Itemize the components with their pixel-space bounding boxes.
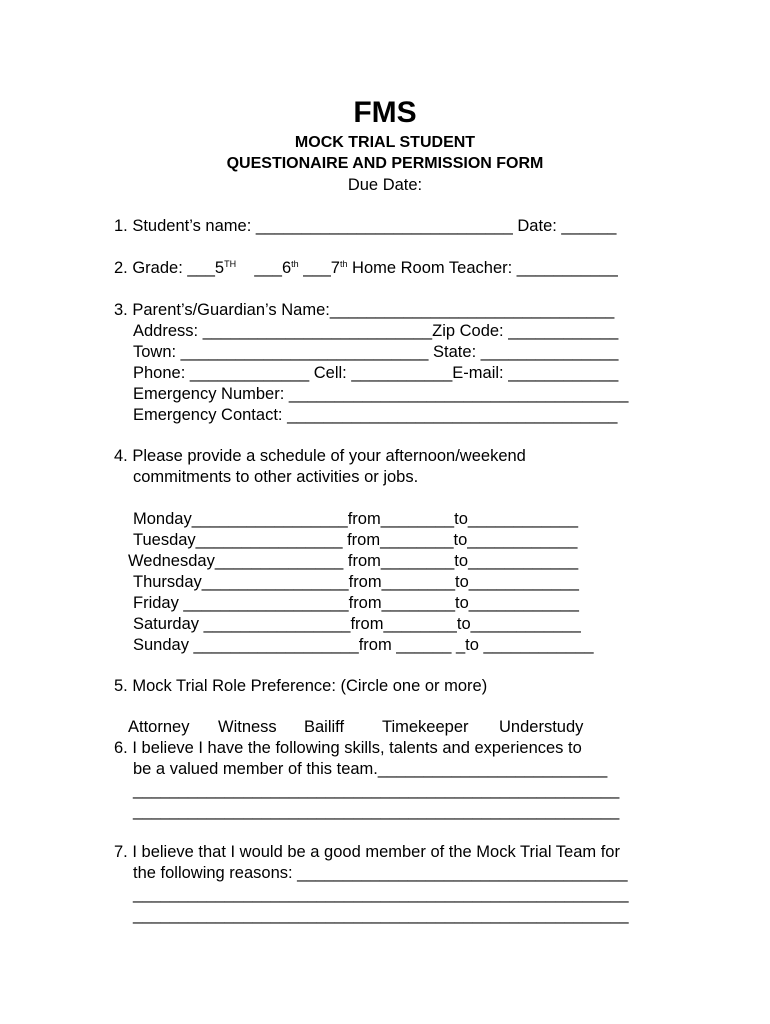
school-title: FMS — [353, 96, 417, 129]
grade-7-suffix: th — [339, 259, 348, 269]
q6-answer-line-3[interactable]: _____________________________________________________ — [133, 802, 620, 820]
schedule-saturday-field[interactable]: Saturday ________________from________to____________ — [133, 615, 581, 633]
q7-question-line-1: 7. I believe that I would be a good member of the Mock Trial Team for — [114, 843, 620, 861]
q7-answer-line-2[interactable]: ______________________________________________________ — [133, 885, 629, 903]
q2-grade-field[interactable] — [114, 258, 618, 278]
schedule-friday-field[interactable]: Friday __________________from________to____________ — [133, 594, 579, 612]
q6-answer-line-1[interactable]: be a valued member of this team._________________________ — [133, 760, 608, 778]
role-timekeeper[interactable]: Timekeeper — [382, 718, 469, 736]
grade-5-option: 2. Grade: ___5 — [114, 259, 225, 277]
q4-question-line-2: commitments to other activities or jobs. — [133, 468, 419, 486]
role-understudy[interactable]: Understudy — [499, 718, 584, 736]
q6-question-line-1: 6. I believe I have the following skills, talents and experiences to — [114, 739, 582, 757]
schedule-sunday-field[interactable]: Sunday __________________from ______ _to ____________ — [133, 636, 594, 654]
q7-answer-line-1[interactable]: the following reasons: ____________________________________ — [133, 864, 628, 882]
q7-answer-line-3[interactable]: ______________________________________________________ — [133, 906, 629, 924]
grade-6-option: ___6 — [236, 259, 292, 277]
q1-student-name-field[interactable]: 1. Student’s name: ____________________________ Date: ______ — [114, 217, 617, 235]
grade-7-option: ___7 — [298, 259, 340, 277]
role-attorney[interactable]: Attorney — [128, 718, 190, 736]
schedule-tuesday-field[interactable]: Tuesday________________ from________to____________ — [133, 531, 578, 549]
q3-phone-field[interactable]: Phone: _____________ Cell: ___________E-mail: ____________ — [133, 364, 619, 382]
home-room-teacher-field: Home Room Teacher: ___________ — [347, 259, 618, 277]
q4-question-line-1: 4. Please provide a schedule of your afternoon/weekend — [114, 447, 526, 465]
due-date-label: Due Date: — [347, 176, 423, 194]
schedule-wednesday-field[interactable]: Wednesday______________ from________to____________ — [128, 552, 579, 570]
q3-emergency-contact-field[interactable]: Emergency Contact: ____________________________________ — [133, 406, 618, 424]
q3-town-field[interactable]: Town: ___________________________ State: _______________ — [133, 343, 619, 361]
schedule-thursday-field[interactable]: Thursday________________from________to____________ — [133, 573, 579, 591]
schedule-monday-field[interactable]: Monday_________________from________to____________ — [133, 510, 578, 528]
role-bailiff[interactable]: Bailiff — [304, 718, 345, 736]
q5-question: 5. Mock Trial Role Preference: (Circle one or more) — [114, 677, 488, 695]
grade-5-suffix: TH — [224, 259, 237, 269]
form-title-line-2: QUESTIONAIRE AND PERMISSION FORM — [226, 155, 544, 172]
q3-parent-name-field[interactable]: 3. Parent’s/Guardian’s Name:_______________________________ — [114, 301, 615, 319]
q3-emergency-number-field[interactable]: Emergency Number: _____________________________________ — [133, 385, 629, 403]
q6-answer-line-2[interactable]: _____________________________________________________ — [133, 781, 620, 799]
grade-6-suffix: th — [291, 259, 299, 269]
q3-address-field[interactable]: Address: _________________________Zip Code: ____________ — [133, 322, 619, 340]
form-title-line-1: MOCK TRIAL STUDENT — [294, 134, 476, 151]
role-witness[interactable]: Witness — [218, 718, 277, 736]
